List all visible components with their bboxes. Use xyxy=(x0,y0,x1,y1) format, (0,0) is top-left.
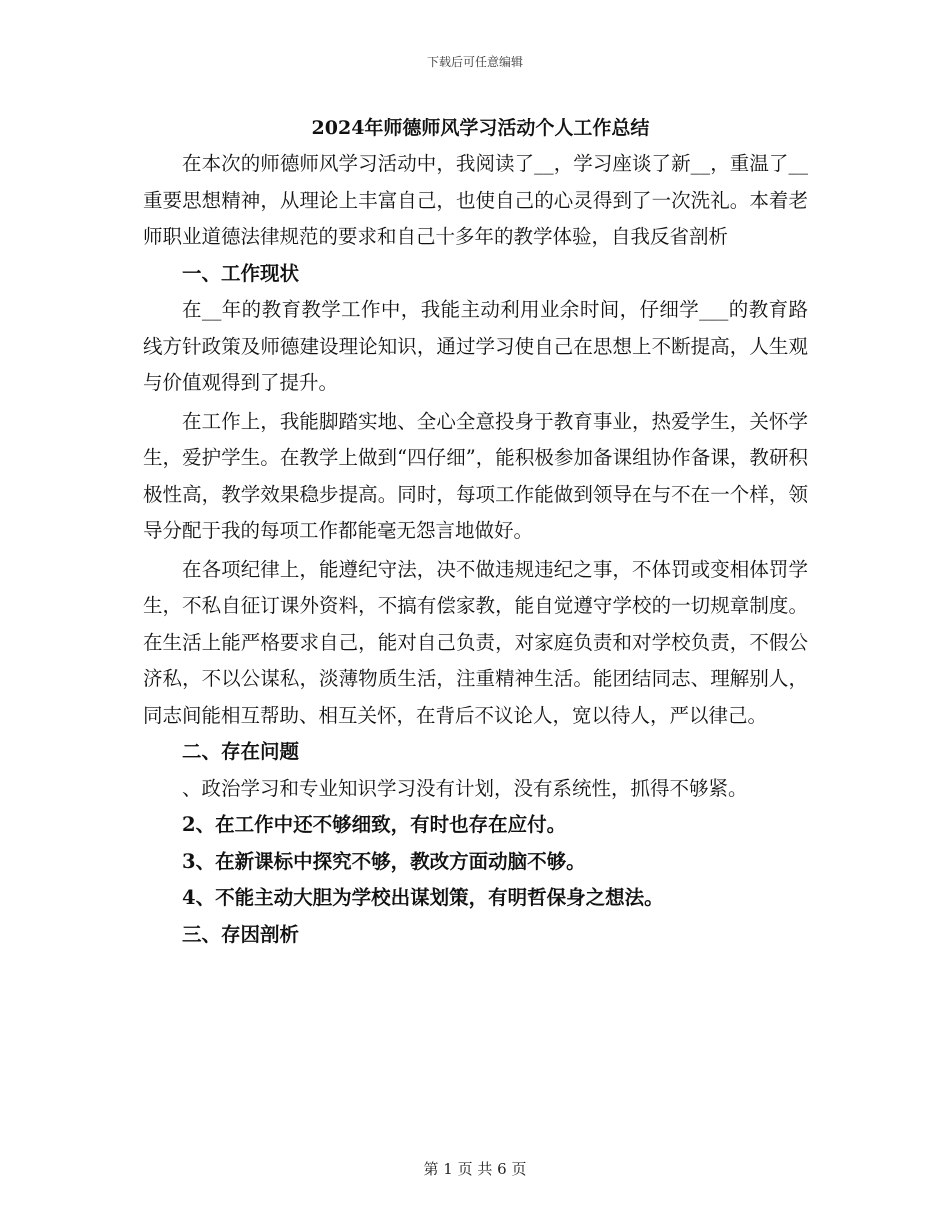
section-heading-current-status: 一、工作现状 xyxy=(182,261,300,285)
problem-item-3: 3、在新课标中探究不够，教改方面动脑不够。 xyxy=(182,849,586,873)
status-paragraph-1: 在__年的教育教学工作中，我能主动利用业余时间，仔细学___的教育路线方针政策及师德建设理论知识，通过学习使自己在思想上不断提高，人生观与价值观得到了提升。 xyxy=(143,298,808,394)
section-heading-cause-analysis: 三、存因剖析 xyxy=(182,922,300,946)
intro-paragraph: 在本次的师德师风学习活动中，我阅读了__，学习座谈了新__，重温了__重要思想精神，从理论上丰富自己，也使自己的心灵得到了一次洗礼。本着老师职业道德法律规范的要求和自己十多年的教学体验，自我反省剖析 xyxy=(143,152,808,248)
page-footer: 第 1 页 共 6 页 xyxy=(423,1160,527,1178)
problem-item-1: 、政治学习和专业知识学习没有计划，没有系统性，抓得不够紧。 xyxy=(182,776,748,800)
problem-item-2: 2、在工作中还不够细致，有时也存在应付。 xyxy=(182,813,567,836)
document-title: 2024年师德师风学习活动个人工作总结 xyxy=(311,117,650,139)
status-paragraph-3: 在各项纪律上，能遵纪守法，决不做违规违纪之事，不体罚或变相体罚学生，不私自征订课外资料，不搞有偿家教，能自觉遵守学校的一切规章制度。在生活上能严格要求自己，能对自己负责，对家庭负责和对学校负责，不假公济私，不以公谋私，淡薄物质生活，注重精神生活。能团结同志、理解别人，同志间能相互帮助、相互关怀，在背后不议论人，宽以待人，严以律己。 xyxy=(143,557,808,727)
status-paragraph-2: 在工作上，我能脚踏实地、全心全意投身于教育事业，热爱学生，关怀学生，爱护学生。在教学上做到“四仔细”，能积极参加备课组协作备课，教研积极性高，教学效果稳步提高。同时，每项工作能做到领导在与不在一个样，领导分配于我的每项工作都能毫无怨言地做好。 xyxy=(143,409,808,542)
header-note: 下载后可任意编辑 xyxy=(426,55,523,69)
problem-item-4: 4、不能主动大胆为学校出谋划策，有明哲保身之想法。 xyxy=(182,886,664,909)
document-body xyxy=(143,110,808,953)
section-heading-problems: 二、存在问题 xyxy=(182,740,300,763)
